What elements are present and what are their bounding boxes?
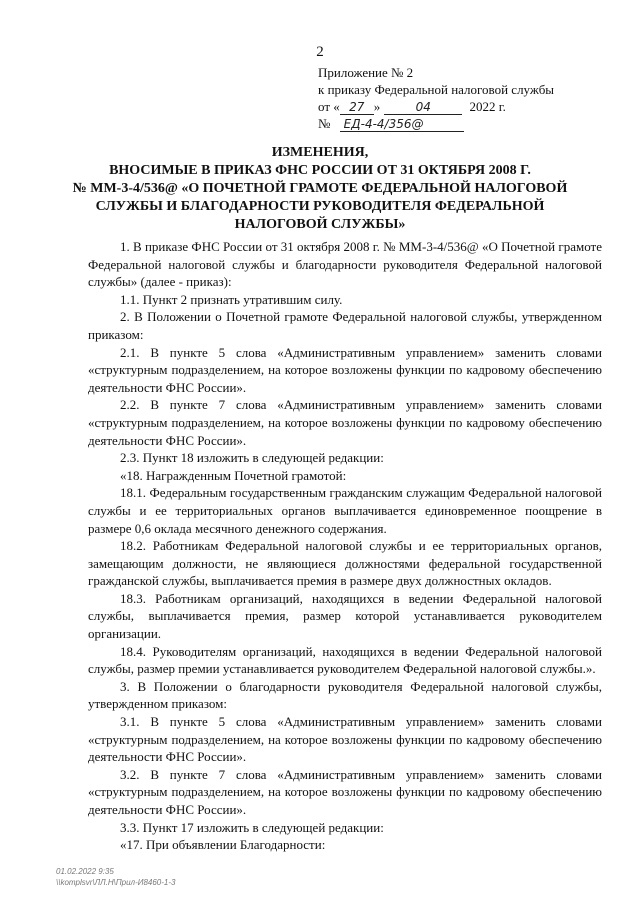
paragraph-2: 2. В Положении о Почетной грамоте Федеральной налоговой службы, утвержденном приказом: [88, 309, 602, 342]
title-line-5: НАЛОГОВОЙ СЛУЖБЫ» [234, 217, 406, 232]
file-stamp [56, 866, 175, 888]
date-day-handwritten: 27 [340, 100, 374, 115]
document-body [88, 238, 602, 854]
date-mid: » [373, 99, 381, 114]
paragraph-2-3: 2.3. Пункт 18 изложить в следующей редакции: [120, 450, 384, 466]
file-stamp-path: \\komplsvr\ЛЛ.Н\Прил-И8460-1-3 [56, 878, 176, 887]
paragraph-3-1: 3.1. В пункте 5 слова «Административным управлением» заменить словами «структурным подразделением, на которое возложены функции по кадровому обеспечению деятельности ФНС России». [88, 714, 602, 765]
order-number-handwritten: ЕД-4-4/356@ [340, 117, 464, 132]
paragraph-18-1: 18.1. Федеральным государственным гражданским служащим Федеральной налоговой службы и ее территориальных органов выплачивается единовременное поощрение в размере 0,6 оклада месячного денежного содержания. [88, 485, 602, 536]
file-stamp-date: 01.02.2022 9:35 [56, 867, 114, 876]
paragraph-17-intro: «17. При объявлении Благодарности: [120, 837, 326, 853]
page-number: 2 [316, 44, 324, 60]
document-title [60, 144, 580, 234]
title-line-2: ВНОСИМЫЕ В ПРИКАЗ ФНС РОССИИ ОТ 31 ОКТЯБРЯ 2008 Г. [109, 163, 531, 178]
paragraph-18-3: 18.3. Работникам организаций, находящихся в ведении Федеральной налоговой службы, выплачивается премия, размер которой устанавливается руководителем организации. [88, 590, 602, 642]
paragraph-3: 3. В Положении о благодарности руководителя Федеральной налоговой службы, утвержденном приказом: [88, 678, 602, 712]
title-line-1: ИЗМЕНЕНИЯ, [271, 145, 369, 160]
date-prefix: от « [318, 99, 340, 114]
title-line-3: № ММ-3-4/536@ «О ПОЧЕТНОЙ ГРАМОТЕ ФЕДЕРАЛЬНОЙ НАЛОГОВОЙ [72, 181, 568, 196]
paragraph-18-4: 18.4. Руководителям организаций, находящихся в ведении Федеральной налоговой службы, размер премии устанавливается руководителем Федеральной налоговой службы.». [88, 643, 602, 677]
paragraph-3-3: 3.3. Пункт 17 изложить в следующей редакции: [120, 819, 384, 835]
number-prefix: № [318, 116, 331, 131]
appendix-number-line [318, 115, 554, 132]
appendix-line-2: к приказу Федеральной налоговой службы [318, 82, 555, 97]
paragraph-18-2: 18.2. Работникам Федеральной налоговой службы и ее территориальных органов, замещающим должности, не являющиеся должностями федеральной государственной гражданской службы, выплачивается премия в размере двух должностных окладов. [88, 538, 602, 589]
paragraph-3-2: 3.2. В пункте 7 слова «Административным управлением» заменить словами «структурным подразделением, на которое возложены функции по кадровому обеспечению деятельности ФНС России». [88, 766, 602, 817]
date-year: 2022 г. [469, 99, 506, 114]
paragraph-2-1: 2.1. В пункте 5 слова «Административным управлением» заменить словами «структурным подразделением, на которое возложены функции по кадровому обеспечению деятельности ФНС России». [88, 344, 602, 395]
title-line-4: СЛУЖБЫ И БЛАГОДАРНОСТИ РУКОВОДИТЕЛЯ ФЕДЕРАЛЬНОЙ [95, 199, 545, 214]
date-month-handwritten: 04 [384, 100, 462, 115]
paragraph-1: 1. В приказе ФНС России от 31 октября 2008 г. № ММ-3-4/536@ «О Почетной грамоте Федеральной налоговой службы и благодарности руководителя Федеральной налоговой службы» (далее - приказ): [88, 239, 602, 290]
paragraph-18-intro: «18. Награжденным Почетной грамотой: [120, 467, 347, 483]
paragraph-1-1: 1.1. Пункт 2 признать утратившим силу. [120, 291, 343, 307]
appendix-header [318, 64, 554, 132]
appendix-line-1: Приложение № 2 [318, 65, 414, 80]
appendix-date-line [318, 98, 554, 115]
paragraph-2-2: 2.2. В пункте 7 слова «Административным управлением» заменить словами «структурным подразделением, на которое возложены функции по кадровому обеспечению деятельности ФНС России». [88, 397, 602, 448]
